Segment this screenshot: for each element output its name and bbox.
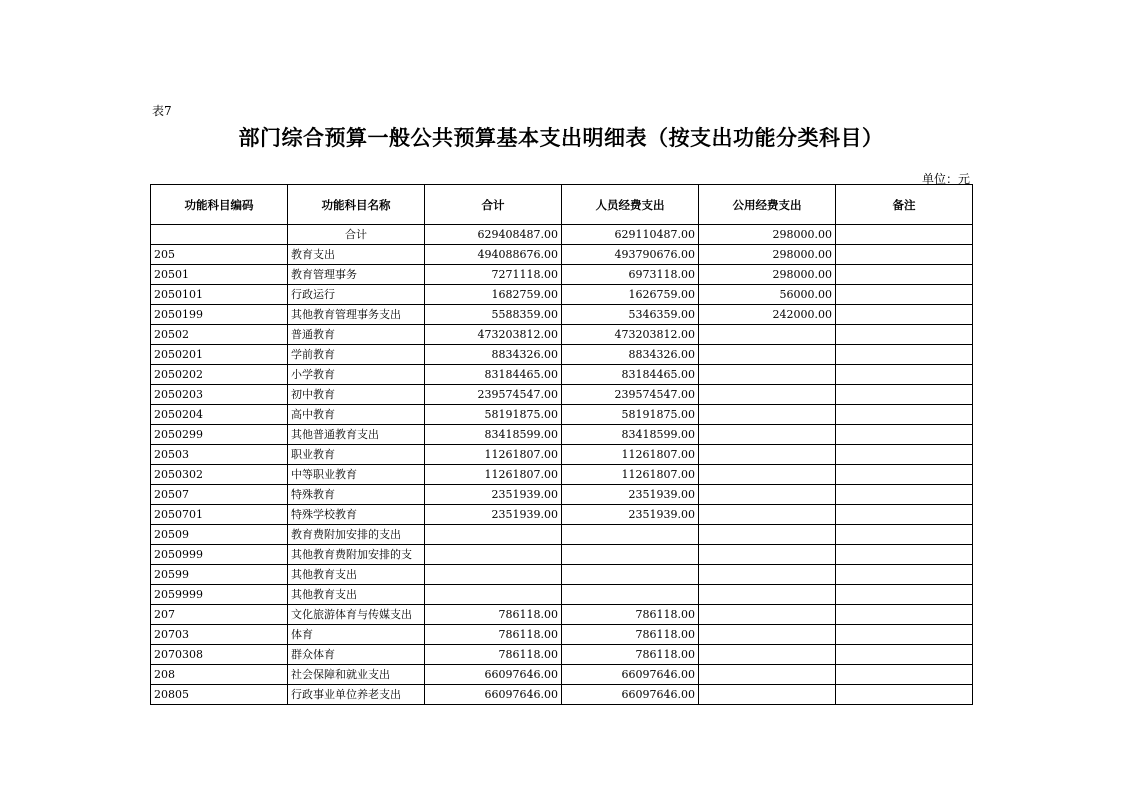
cell-personnel-expense bbox=[562, 585, 699, 605]
table-row bbox=[151, 245, 973, 265]
cell-function-code: 2050701 bbox=[151, 505, 288, 525]
cell-function-name: 特殊教育 bbox=[288, 485, 425, 505]
cell-public-expense: 298000.00 bbox=[699, 265, 836, 285]
cell-personnel-expense: 239574547.00 bbox=[562, 385, 699, 405]
cell-function-name: 行政事业单位养老支出 bbox=[288, 685, 425, 705]
cell-public-expense bbox=[699, 445, 836, 465]
cell-function-name: 合计 bbox=[288, 225, 425, 245]
cell-note bbox=[836, 665, 973, 685]
table-header-row bbox=[151, 185, 973, 225]
table-body bbox=[151, 225, 973, 705]
cell-total: 239574547.00 bbox=[425, 385, 562, 405]
cell-public-expense bbox=[699, 625, 836, 645]
cell-total: 494088676.00 bbox=[425, 245, 562, 265]
cell-public-expense bbox=[699, 585, 836, 605]
cell-personnel-expense: 786118.00 bbox=[562, 625, 699, 645]
cell-function-code: 20703 bbox=[151, 625, 288, 645]
cell-note bbox=[836, 285, 973, 305]
cell-function-code: 20502 bbox=[151, 325, 288, 345]
cell-function-code: 2050302 bbox=[151, 465, 288, 485]
cell-personnel-expense: 2351939.00 bbox=[562, 505, 699, 525]
cell-function-name: 中等职业教育 bbox=[288, 465, 425, 485]
cell-personnel-expense bbox=[562, 525, 699, 545]
table-row bbox=[151, 505, 973, 525]
header-function-code: 功能科目编码 bbox=[151, 185, 288, 225]
cell-total: 7271118.00 bbox=[425, 265, 562, 285]
cell-function-code: 20599 bbox=[151, 565, 288, 585]
cell-total bbox=[425, 545, 562, 565]
cell-note bbox=[836, 685, 973, 705]
cell-personnel-expense: 83184465.00 bbox=[562, 365, 699, 385]
cell-total: 629408487.00 bbox=[425, 225, 562, 245]
cell-personnel-expense: 629110487.00 bbox=[562, 225, 699, 245]
cell-total: 58191875.00 bbox=[425, 405, 562, 425]
cell-function-code: 2050203 bbox=[151, 385, 288, 405]
table-row bbox=[151, 445, 973, 465]
cell-function-name: 其他教育管理事务支出 bbox=[288, 305, 425, 325]
cell-function-name: 文化旅游体育与传媒支出 bbox=[288, 605, 425, 625]
cell-function-name: 教育管理事务 bbox=[288, 265, 425, 285]
table-row bbox=[151, 665, 973, 685]
cell-personnel-expense: 5346359.00 bbox=[562, 305, 699, 325]
table-row bbox=[151, 265, 973, 285]
table-row bbox=[151, 565, 973, 585]
cell-function-name: 职业教育 bbox=[288, 445, 425, 465]
table-row bbox=[151, 345, 973, 365]
cell-public-expense: 242000.00 bbox=[699, 305, 836, 325]
page-title: 部门综合预算一般公共预算基本支出明细表（按支出功能分类科目） bbox=[238, 125, 884, 150]
table-row bbox=[151, 285, 973, 305]
cell-note bbox=[836, 445, 973, 465]
cell-note bbox=[836, 305, 973, 325]
cell-public-expense bbox=[699, 345, 836, 365]
cell-total: 11261807.00 bbox=[425, 465, 562, 485]
cell-personnel-expense: 2351939.00 bbox=[562, 485, 699, 505]
cell-public-expense bbox=[699, 685, 836, 705]
header-public-expense: 公用经费支出 bbox=[699, 185, 836, 225]
cell-function-code: 20805 bbox=[151, 685, 288, 705]
cell-note bbox=[836, 545, 973, 565]
table-row bbox=[151, 385, 973, 405]
cell-personnel-expense: 66097646.00 bbox=[562, 685, 699, 705]
cell-public-expense bbox=[699, 405, 836, 425]
cell-total: 66097646.00 bbox=[425, 665, 562, 685]
cell-personnel-expense: 6973118.00 bbox=[562, 265, 699, 285]
cell-note bbox=[836, 425, 973, 445]
cell-function-name: 高中教育 bbox=[288, 405, 425, 425]
cell-function-code: 2050999 bbox=[151, 545, 288, 565]
cell-note bbox=[836, 245, 973, 265]
header-note: 备注 bbox=[836, 185, 973, 225]
cell-public-expense bbox=[699, 365, 836, 385]
cell-public-expense bbox=[699, 385, 836, 405]
cell-total: 786118.00 bbox=[425, 605, 562, 625]
cell-note bbox=[836, 625, 973, 645]
cell-public-expense bbox=[699, 425, 836, 445]
cell-function-code bbox=[151, 225, 288, 245]
cell-note bbox=[836, 605, 973, 625]
table-number-label: 表7 bbox=[152, 104, 172, 118]
cell-function-code: 2050204 bbox=[151, 405, 288, 425]
cell-public-expense: 56000.00 bbox=[699, 285, 836, 305]
cell-personnel-expense: 493790676.00 bbox=[562, 245, 699, 265]
cell-personnel-expense: 66097646.00 bbox=[562, 665, 699, 685]
table-row bbox=[151, 545, 973, 565]
header-total: 合计 bbox=[425, 185, 562, 225]
cell-function-name: 群众体育 bbox=[288, 645, 425, 665]
cell-total: 83418599.00 bbox=[425, 425, 562, 445]
cell-personnel-expense bbox=[562, 565, 699, 585]
unit-label: 单位：元 bbox=[921, 172, 970, 186]
cell-total: 473203812.00 bbox=[425, 325, 562, 345]
cell-note bbox=[836, 345, 973, 365]
cell-function-name: 教育支出 bbox=[288, 245, 425, 265]
cell-personnel-expense: 83418599.00 bbox=[562, 425, 699, 445]
cell-personnel-expense: 473203812.00 bbox=[562, 325, 699, 345]
cell-function-code: 2050201 bbox=[151, 345, 288, 365]
cell-total bbox=[425, 565, 562, 585]
cell-function-code: 207 bbox=[151, 605, 288, 625]
table-row bbox=[151, 625, 973, 645]
table-row bbox=[151, 465, 973, 485]
table-row bbox=[151, 365, 973, 385]
table-row bbox=[151, 305, 973, 325]
cell-public-expense bbox=[699, 525, 836, 545]
cell-function-name: 学前教育 bbox=[288, 345, 425, 365]
table-row bbox=[151, 605, 973, 625]
cell-function-name: 行政运行 bbox=[288, 285, 425, 305]
cell-personnel-expense: 11261807.00 bbox=[562, 445, 699, 465]
cell-function-code: 20507 bbox=[151, 485, 288, 505]
cell-total: 83184465.00 bbox=[425, 365, 562, 385]
cell-total: 66097646.00 bbox=[425, 685, 562, 705]
cell-note bbox=[836, 225, 973, 245]
cell-public-expense bbox=[699, 505, 836, 525]
header-function-name: 功能科目名称 bbox=[288, 185, 425, 225]
cell-total bbox=[425, 585, 562, 605]
cell-note bbox=[836, 365, 973, 385]
table-row bbox=[151, 325, 973, 345]
cell-public-expense bbox=[699, 325, 836, 345]
cell-function-name: 初中教育 bbox=[288, 385, 425, 405]
cell-public-expense bbox=[699, 545, 836, 565]
cell-public-expense bbox=[699, 665, 836, 685]
cell-total: 11261807.00 bbox=[425, 445, 562, 465]
cell-function-name: 普通教育 bbox=[288, 325, 425, 345]
table-row bbox=[151, 685, 973, 705]
table-row bbox=[151, 405, 973, 425]
cell-note bbox=[836, 465, 973, 485]
cell-function-code: 2059999 bbox=[151, 585, 288, 605]
cell-function-code: 2070308 bbox=[151, 645, 288, 665]
cell-total: 2351939.00 bbox=[425, 485, 562, 505]
cell-note bbox=[836, 385, 973, 405]
cell-total: 1682759.00 bbox=[425, 285, 562, 305]
cell-personnel-expense: 58191875.00 bbox=[562, 405, 699, 425]
cell-note bbox=[836, 405, 973, 425]
table-row bbox=[151, 645, 973, 665]
cell-personnel-expense bbox=[562, 545, 699, 565]
cell-personnel-expense: 786118.00 bbox=[562, 605, 699, 625]
table-row bbox=[151, 425, 973, 445]
cell-function-code: 20503 bbox=[151, 445, 288, 465]
cell-function-name: 其他教育费附加安排的支 bbox=[288, 545, 425, 565]
cell-function-name: 其他教育支出 bbox=[288, 585, 425, 605]
cell-function-code: 208 bbox=[151, 665, 288, 685]
cell-public-expense bbox=[699, 605, 836, 625]
table-row bbox=[151, 585, 973, 605]
cell-total: 8834326.00 bbox=[425, 345, 562, 365]
cell-function-name: 其他普通教育支出 bbox=[288, 425, 425, 445]
cell-note bbox=[836, 525, 973, 545]
cell-function-name: 其他教育支出 bbox=[288, 565, 425, 585]
cell-public-expense bbox=[699, 465, 836, 485]
cell-note bbox=[836, 485, 973, 505]
cell-public-expense bbox=[699, 485, 836, 505]
cell-public-expense bbox=[699, 645, 836, 665]
cell-function-code: 2050199 bbox=[151, 305, 288, 325]
cell-public-expense: 298000.00 bbox=[699, 245, 836, 265]
cell-function-code: 20509 bbox=[151, 525, 288, 545]
cell-function-name: 特殊学校教育 bbox=[288, 505, 425, 525]
cell-public-expense: 298000.00 bbox=[699, 225, 836, 245]
cell-total: 786118.00 bbox=[425, 625, 562, 645]
cell-personnel-expense: 1626759.00 bbox=[562, 285, 699, 305]
cell-note bbox=[836, 265, 973, 285]
table-row bbox=[151, 525, 973, 545]
total-row bbox=[151, 225, 973, 245]
cell-note bbox=[836, 565, 973, 585]
cell-note bbox=[836, 325, 973, 345]
cell-function-name: 教育费附加安排的支出 bbox=[288, 525, 425, 545]
header-personnel-expense: 人员经费支出 bbox=[562, 185, 699, 225]
cell-personnel-expense: 11261807.00 bbox=[562, 465, 699, 485]
cell-note bbox=[836, 585, 973, 605]
cell-function-name: 小学教育 bbox=[288, 365, 425, 385]
cell-note bbox=[836, 505, 973, 525]
cell-function-code: 2050101 bbox=[151, 285, 288, 305]
budget-table bbox=[150, 184, 973, 705]
cell-note bbox=[836, 645, 973, 665]
cell-total: 5588359.00 bbox=[425, 305, 562, 325]
cell-personnel-expense: 786118.00 bbox=[562, 645, 699, 665]
cell-function-code: 2050299 bbox=[151, 425, 288, 445]
cell-function-code: 2050202 bbox=[151, 365, 288, 385]
cell-function-name: 社会保障和就业支出 bbox=[288, 665, 425, 685]
cell-total: 786118.00 bbox=[425, 645, 562, 665]
cell-public-expense bbox=[699, 565, 836, 585]
cell-function-code: 205 bbox=[151, 245, 288, 265]
cell-function-name: 体育 bbox=[288, 625, 425, 645]
table-row bbox=[151, 485, 973, 505]
cell-personnel-expense: 8834326.00 bbox=[562, 345, 699, 365]
cell-function-code: 20501 bbox=[151, 265, 288, 285]
cell-total bbox=[425, 525, 562, 545]
cell-total: 2351939.00 bbox=[425, 505, 562, 525]
